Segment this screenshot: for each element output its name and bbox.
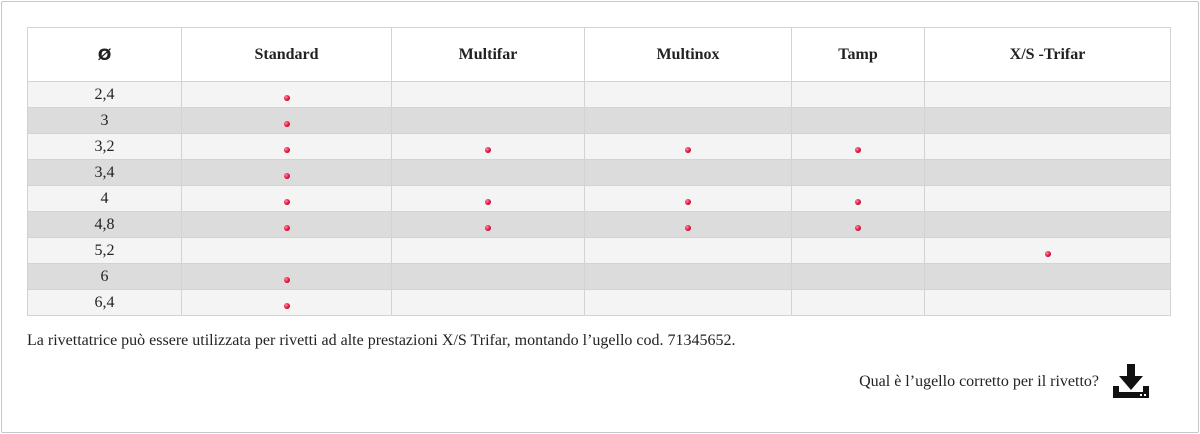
compatibility-cell — [585, 212, 792, 238]
compatibility-cell — [182, 108, 392, 134]
compatibility-cell — [585, 290, 792, 316]
compatibility-cell — [182, 238, 392, 264]
compatibility-cell — [925, 264, 1171, 290]
nozzle-question — [859, 364, 1151, 400]
table-row — [28, 108, 1171, 134]
rivet-diameter-cell: 6 — [28, 264, 182, 290]
red-dot-icon — [855, 199, 861, 205]
red-dot-icon — [855, 147, 861, 153]
compatibility-cell — [925, 108, 1171, 134]
compatibility-cell — [392, 290, 585, 316]
compatibility-cell — [585, 264, 792, 290]
compatibility-cell — [182, 134, 392, 160]
nozzle-question-text: Qual è l’ugello corretto per il rivetto? — [859, 373, 1099, 390]
compatibility-cell — [585, 238, 792, 264]
compatibility-cell — [792, 82, 925, 108]
table-row — [28, 160, 1171, 186]
compatibility-cell — [585, 134, 792, 160]
header-tamp: Tamp — [792, 28, 925, 82]
red-dot-icon — [485, 147, 491, 153]
compatibility-cell — [182, 186, 392, 212]
red-dot-icon — [1045, 251, 1051, 257]
compatibility-cell — [182, 160, 392, 186]
compatibility-note: La rivettatrice può essere utilizzata per rivetti ad alte prestazioni X/S Trifar, montando l’ugello cod. 71345652. — [27, 332, 736, 349]
compatibility-cell — [392, 212, 585, 238]
table-row — [28, 134, 1171, 160]
compatibility-cell — [392, 108, 585, 134]
compatibility-cell — [792, 134, 925, 160]
red-dot-icon — [284, 95, 290, 101]
compatibility-cell — [585, 82, 792, 108]
compatibility-cell — [792, 238, 925, 264]
compatibility-cell — [182, 290, 392, 316]
table-row — [28, 212, 1171, 238]
red-dot-icon — [685, 199, 691, 205]
rivet-diameter-cell: 4 — [28, 186, 182, 212]
red-dot-icon — [855, 225, 861, 231]
rivet-diameter-cell: 5,2 — [28, 238, 182, 264]
compatibility-cell — [925, 238, 1171, 264]
download-button[interactable] — [1111, 364, 1151, 400]
header-standard: Standard — [182, 28, 392, 82]
table-row — [28, 186, 1171, 212]
compatibility-cell — [792, 290, 925, 316]
compatibility-cell — [392, 134, 585, 160]
rivet-compatibility-table — [27, 27, 1171, 316]
table-body — [28, 82, 1171, 316]
red-dot-icon — [284, 173, 290, 179]
compatibility-cell — [792, 212, 925, 238]
compatibility-cell — [925, 134, 1171, 160]
compatibility-cell — [585, 108, 792, 134]
red-dot-icon — [284, 303, 290, 309]
red-dot-icon — [284, 225, 290, 231]
content-panel — [1, 1, 1199, 433]
compatibility-cell — [925, 290, 1171, 316]
compatibility-cell — [792, 160, 925, 186]
compatibility-cell — [925, 82, 1171, 108]
rivet-diameter-cell: 6,4 — [28, 290, 182, 316]
table-row — [28, 290, 1171, 316]
compatibility-cell — [925, 212, 1171, 238]
compatibility-cell — [182, 82, 392, 108]
table-row — [28, 264, 1171, 290]
red-dot-icon — [485, 199, 491, 205]
red-dot-icon — [284, 199, 290, 205]
compatibility-cell — [792, 264, 925, 290]
red-dot-icon — [685, 147, 691, 153]
rivet-diameter-cell: 3,2 — [28, 134, 182, 160]
compatibility-cell — [392, 82, 585, 108]
table-header-row — [28, 28, 1171, 82]
red-dot-icon — [284, 147, 290, 153]
compatibility-cell — [792, 108, 925, 134]
table-row — [28, 82, 1171, 108]
compatibility-cell — [392, 160, 585, 186]
compatibility-cell — [792, 186, 925, 212]
compatibility-cell — [585, 160, 792, 186]
compatibility-cell — [392, 186, 585, 212]
compatibility-cell — [585, 186, 792, 212]
red-dot-icon — [685, 225, 691, 231]
red-dot-icon — [284, 121, 290, 127]
table-row — [28, 238, 1171, 264]
header-multinox: Multinox — [585, 28, 792, 82]
rivet-diameter-cell: 3,4 — [28, 160, 182, 186]
compatibility-cell — [392, 264, 585, 290]
compatibility-cell — [925, 186, 1171, 212]
red-dot-icon — [485, 225, 491, 231]
rivet-diameter-cell: 3 — [28, 108, 182, 134]
compatibility-cell — [182, 212, 392, 238]
download-icon — [1111, 364, 1151, 400]
rivet-diameter-cell: 2,4 — [28, 82, 182, 108]
compatibility-cell — [925, 160, 1171, 186]
red-dot-icon — [284, 277, 290, 283]
compatibility-cell — [392, 238, 585, 264]
header-xs-trifar: X/S -Trifar — [925, 28, 1171, 82]
header-multifar: Multifar — [392, 28, 585, 82]
compatibility-cell — [182, 264, 392, 290]
header-diameter: Ø — [28, 28, 182, 82]
rivet-diameter-cell: 4,8 — [28, 212, 182, 238]
